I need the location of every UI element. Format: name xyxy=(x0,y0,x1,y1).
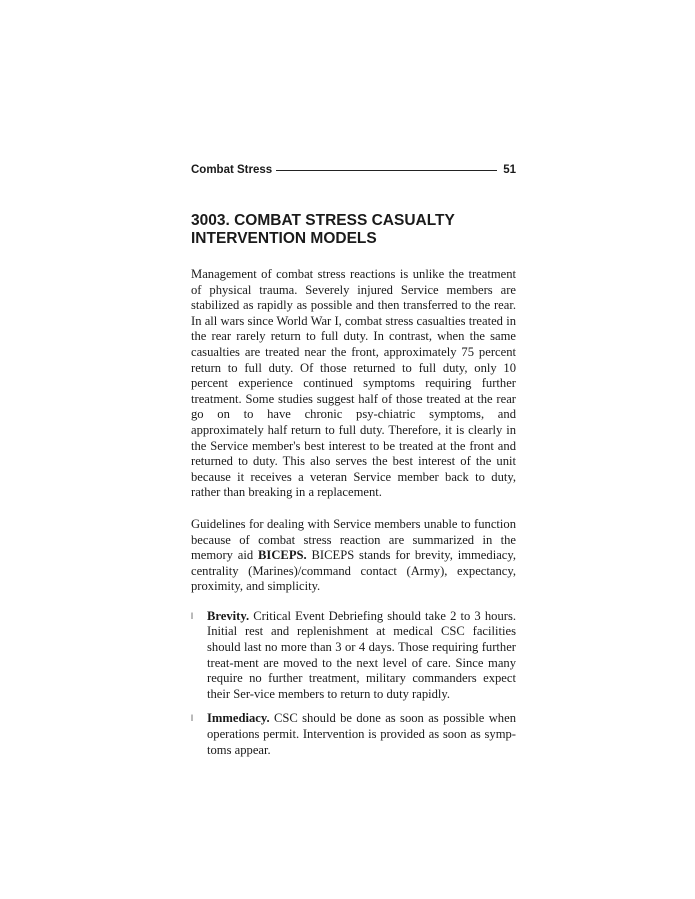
guidelines-text-end: BICEPS stands for brevity, immediacy, centrality (Marines)/command contact (Army), expectancy, proximity, and simplicity. xyxy=(191,548,517,594)
paragraph-guidelines xyxy=(191,517,516,595)
list-item-text: CSC should be done as soon as possible when operations permit. Intervention is provided as soon as symp-toms appear. xyxy=(207,711,516,757)
bullet-icon: l xyxy=(191,610,193,621)
bullet-icon: l xyxy=(191,713,193,724)
section-heading: 3003. COMBAT STRESS CASUALTY INTERVENTION MODELS xyxy=(191,212,455,247)
list-item xyxy=(191,609,516,703)
biceps-term: BICEPS. xyxy=(258,548,307,563)
header-title: Combat Stress xyxy=(191,164,273,176)
guidelines-text-start: Guidelines for dealing with Service members unable to function because of combat stress reaction are summarized in the memory aid xyxy=(191,516,516,563)
running-header xyxy=(191,162,516,178)
list-item-term: Brevity. xyxy=(207,608,250,623)
paragraph-intro: Management of combat stress reactions is unlike the treatment of physical trauma. Severely injured Service members are stabilized as rapidly as possible and then transferred to the rear. In all wars since World War I, combat stress casualties treated in the rear rarely return to full duty. In contrast, when the same casualties are treated near the front, approximately 75 percent return to full duty. Of those returned to full duty, only 10 percent experience continued symptoms requiring further treatment. Some studies suggest half of those treated at the rear go on to have chronic psy-chiatric symptoms, and approximately half return to full duty. Therefore, it is clearly in the Service member's best interest to be treated at the front and returned to duty. This also serves the best interest of the unit because it receives a veteran Service member back to duty, rather than breaking in a replacement. xyxy=(191,267,516,500)
header-rule xyxy=(276,170,497,171)
list-item-term: Immediacy. xyxy=(207,711,270,726)
list-item-text: Critical Event Debriefing should take 2 to 3 hours. Initial rest and replenishment at medical CSC facilities should last no more than 3 or 4 days. Those requiring further treat-ment are moved to the next level of care. Since many require no further treatment, military commanders expect their Ser-vice members to return to duty rapidly. xyxy=(207,608,516,701)
document-page xyxy=(191,162,516,767)
list-item xyxy=(191,711,516,758)
page-number: 51 xyxy=(503,164,516,176)
biceps-list xyxy=(191,609,516,758)
